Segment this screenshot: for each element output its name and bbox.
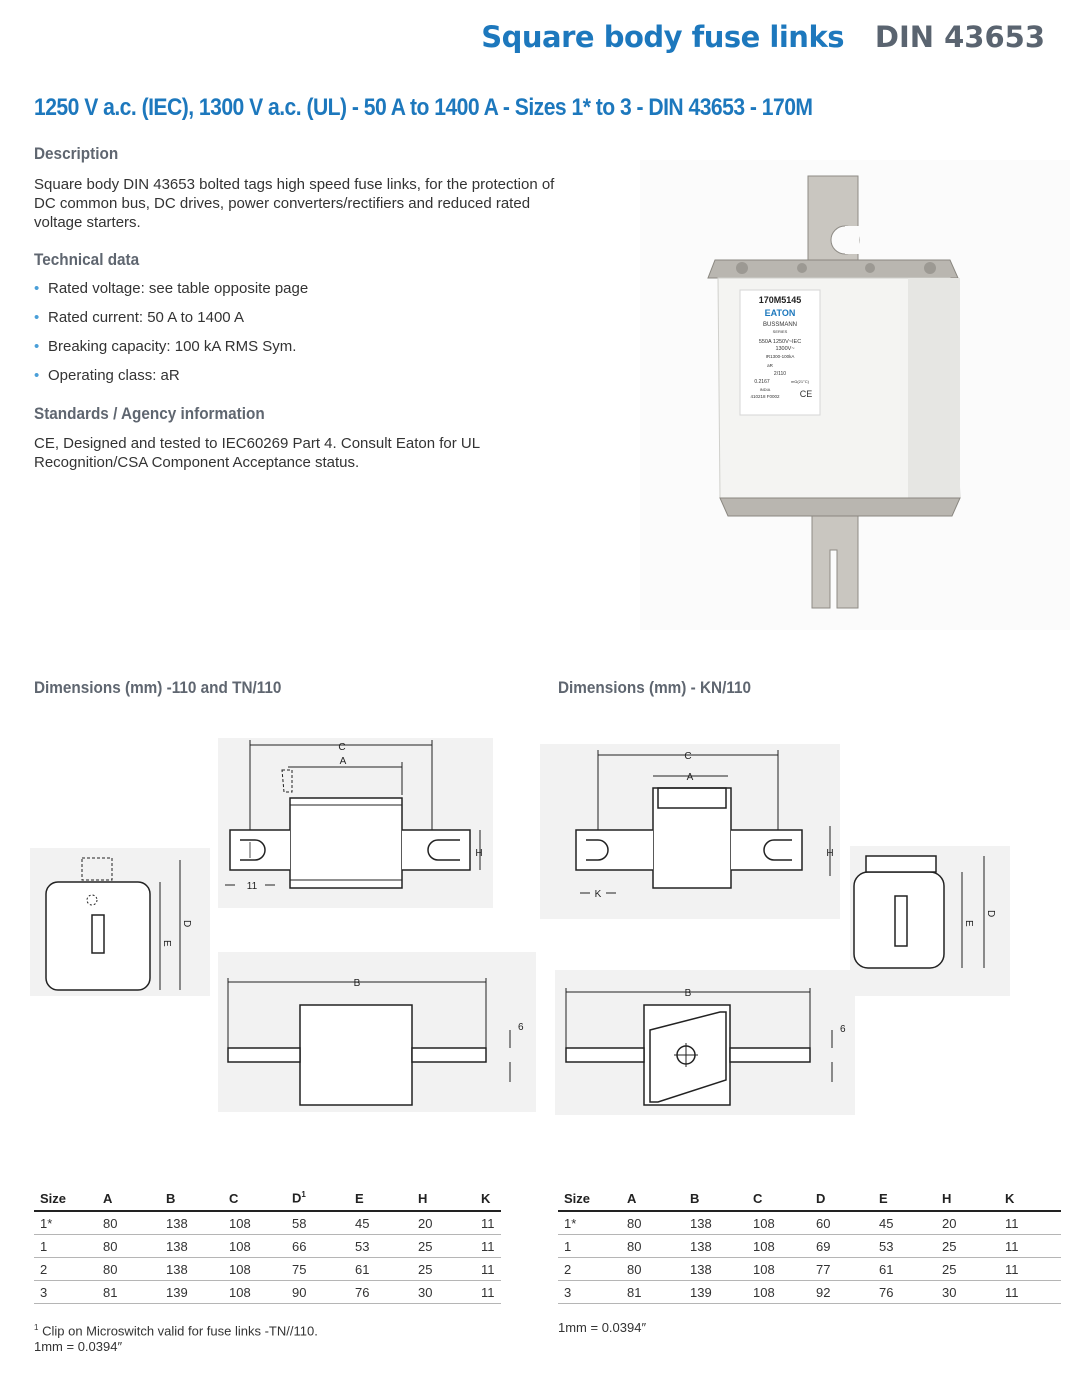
cell: 108: [747, 1235, 810, 1258]
fuse-product-image: [640, 160, 1070, 630]
table-row: [558, 1258, 1061, 1281]
cell: 1: [34, 1235, 97, 1258]
dimensions-table-right: [558, 1186, 1061, 1304]
col-a: A: [621, 1186, 684, 1211]
cell: 92: [810, 1281, 873, 1304]
col-d-sup: 1: [301, 1190, 306, 1200]
cell: 66: [286, 1235, 349, 1258]
label-size: 2/110: [773, 371, 787, 377]
cell: 90: [286, 1281, 349, 1304]
label-ohm: 0.2167: [754, 379, 770, 385]
label-rating: 550A 1250V~IEC: [758, 339, 802, 345]
cell: 76: [873, 1281, 936, 1304]
col-d: [286, 1186, 349, 1211]
cell: 108: [747, 1281, 810, 1304]
dim-e: E: [161, 940, 172, 947]
col-size: Size: [558, 1186, 621, 1211]
cell: 30: [412, 1281, 475, 1304]
cell: 11: [999, 1281, 1061, 1304]
cell: 25: [412, 1235, 475, 1258]
dim-e: E: [963, 920, 974, 927]
description-heading: Description: [34, 144, 119, 163]
table-row: [34, 1258, 501, 1281]
header-title: Square body fuse links: [481, 20, 844, 54]
technical-list: [34, 280, 554, 396]
label-rating2: 1300V~: [775, 346, 795, 352]
description-text: Square body DIN 43653 bolted tags high speed fuse links, for the protection of DC common bus, DC drives, power converters/rectifiers and reduced rated voltage starters.: [34, 176, 555, 231]
dim-t: 6: [518, 1022, 524, 1033]
col-k: K: [999, 1186, 1061, 1211]
conversion-right: 1mm = 0.0394″: [558, 1320, 647, 1335]
cell: 139: [160, 1281, 223, 1304]
dim-a: A: [686, 772, 694, 783]
dims-right-heading: Dimensions (mm) - KN/110: [558, 678, 752, 697]
technical-item: • Rated voltage: see table opposite page: [34, 280, 554, 309]
cell: 80: [97, 1211, 160, 1235]
cell: 108: [223, 1258, 286, 1281]
dim-b: B: [684, 988, 692, 999]
cell: 11: [475, 1258, 501, 1281]
standards-text: CE, Designed and tested to IEC60269 Part 4. Consult Eaton for UL Recognition/CSA Component Acceptance status.: [34, 435, 480, 471]
cell: 138: [684, 1258, 747, 1281]
conversion-left: 1mm = 0.0394″: [34, 1339, 123, 1354]
col-h: H: [412, 1186, 475, 1211]
cell: 1*: [34, 1211, 97, 1235]
col-h: H: [936, 1186, 999, 1211]
col-c: C: [223, 1186, 286, 1211]
cell: 80: [621, 1258, 684, 1281]
table-row: [34, 1281, 501, 1304]
col-a: A: [97, 1186, 160, 1211]
label-ohm-unit: mΩ(21°C): [791, 379, 809, 384]
cell: 11: [475, 1235, 501, 1258]
cell: 45: [349, 1211, 412, 1235]
col-e: E: [873, 1186, 936, 1211]
cell: 138: [160, 1258, 223, 1281]
label-ar: aR: [767, 363, 773, 368]
cell: 108: [223, 1281, 286, 1304]
standards-heading: Standards / Agency information: [34, 404, 265, 423]
table-row: [558, 1281, 1061, 1304]
cell: 75: [286, 1258, 349, 1281]
table-row: [34, 1211, 501, 1235]
dim-h: H: [475, 848, 483, 859]
col-b: B: [684, 1186, 747, 1211]
cell: 108: [223, 1211, 286, 1235]
cell: 25: [412, 1258, 475, 1281]
cell: 3: [34, 1281, 97, 1304]
cell: 20: [412, 1211, 475, 1235]
cell: 138: [684, 1235, 747, 1258]
cell: 138: [684, 1211, 747, 1235]
label-code: 410218 F0002: [750, 394, 780, 399]
label-origin: INDIA: [759, 387, 771, 392]
cell: 60: [810, 1211, 873, 1235]
cell: 11: [999, 1258, 1061, 1281]
dim-c: C: [338, 742, 346, 753]
cell: 77: [810, 1258, 873, 1281]
cell: 139: [684, 1281, 747, 1304]
cell: 2: [558, 1258, 621, 1281]
col-d-label: D: [292, 1190, 302, 1206]
cell: 3: [558, 1281, 621, 1304]
cell: 80: [621, 1211, 684, 1235]
cell: 30: [936, 1281, 999, 1304]
label-brand: EATON: [764, 308, 796, 318]
technical-item: • Operating class: aR: [34, 367, 554, 396]
technical-item: • Breaking capacity: 100 kA RMS Sym.: [34, 338, 554, 367]
label-part: 170M5145: [758, 295, 802, 305]
footnote-text: Clip on Microswitch valid for fuse links -TN//110.: [42, 1323, 318, 1339]
col-e: E: [349, 1186, 412, 1211]
page-subtitle: 1250 V a.c. (IEC), 1300 V a.c. (UL) - 50 A to 1400 A - Sizes 1* to 3 - DIN 43653 - 170M: [34, 94, 813, 121]
cell: 53: [873, 1235, 936, 1258]
dim-t: 6: [840, 1024, 846, 1035]
cell: 108: [747, 1258, 810, 1281]
dim-d: D: [181, 920, 192, 928]
table-header-row: [558, 1186, 1061, 1211]
table-row: [558, 1211, 1061, 1235]
col-d: D: [810, 1186, 873, 1211]
cell: 1: [558, 1235, 621, 1258]
cell: 11: [999, 1235, 1061, 1258]
table-row: [34, 1235, 501, 1258]
cell: 20: [936, 1211, 999, 1235]
label-ce: CE: [799, 389, 813, 399]
cell: 108: [223, 1235, 286, 1258]
dim-k: K: [594, 889, 602, 900]
cell: 138: [160, 1211, 223, 1235]
cell: 58: [286, 1211, 349, 1235]
cell: 53: [349, 1235, 412, 1258]
label-sub: BUSSMANN: [762, 322, 798, 328]
cell: 11: [475, 1281, 501, 1304]
cell: 81: [621, 1281, 684, 1304]
col-c: C: [747, 1186, 810, 1211]
col-b: B: [160, 1186, 223, 1211]
cell: 69: [810, 1235, 873, 1258]
table-row: [558, 1235, 1061, 1258]
cell: 25: [936, 1258, 999, 1281]
cell: 81: [97, 1281, 160, 1304]
cell: 25: [936, 1235, 999, 1258]
dim-a: A: [339, 756, 347, 767]
dim-c: C: [684, 751, 692, 762]
cell: 80: [97, 1235, 160, 1258]
col-size: Size: [34, 1186, 97, 1211]
cell: 1*: [558, 1211, 621, 1235]
cell: 76: [349, 1281, 412, 1304]
cell: 2: [34, 1258, 97, 1281]
technical-heading: Technical data: [34, 250, 140, 269]
cell: 61: [873, 1258, 936, 1281]
label-series: SERIES: [772, 329, 788, 334]
dim-b: B: [353, 978, 361, 989]
cell: 11: [999, 1211, 1061, 1235]
col-k: K: [475, 1186, 501, 1211]
cell: 80: [621, 1235, 684, 1258]
cell: 108: [747, 1211, 810, 1235]
dims-right-drawing: [540, 730, 1040, 1120]
dim-h: H: [826, 848, 834, 859]
table-header-row: [34, 1186, 501, 1211]
label-ir: IR1300-100kA: [765, 354, 795, 359]
cell: 80: [97, 1258, 160, 1281]
dim-k: 11: [246, 881, 258, 892]
cell: 45: [873, 1211, 936, 1235]
footnote-sup: 1: [34, 1323, 39, 1332]
header-standard: DIN 43653: [874, 20, 1045, 54]
dims-left-drawing: [30, 730, 550, 1120]
dim-d: D: [985, 910, 996, 918]
dimensions-table-left: [34, 1186, 501, 1304]
dims-left-heading: Dimensions (mm) -110 and TN/110: [34, 678, 282, 697]
cell: 11: [475, 1211, 501, 1235]
cell: 61: [349, 1258, 412, 1281]
cell: 138: [160, 1235, 223, 1258]
technical-item: • Rated current: 50 A to 1400 A: [34, 309, 554, 338]
